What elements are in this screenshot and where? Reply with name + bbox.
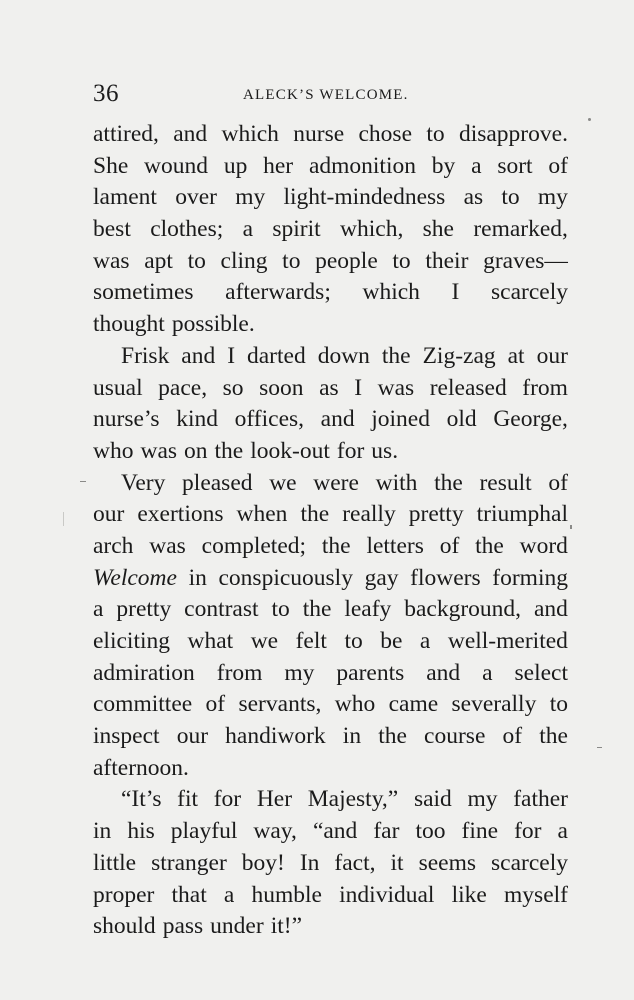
text-line: a pretty contrast to the leafy background, and	[93, 596, 568, 623]
text-line: Welcome in conspicuously gay flowers forming	[93, 564, 568, 591]
paragraph	[93, 341, 568, 468]
text-line: inspect our handiwork in the course of the	[93, 723, 568, 750]
text-line: who was on the look-out for us.	[93, 437, 399, 464]
text-line: was apt to cling to people to their graves—	[93, 247, 568, 274]
paragraph	[93, 468, 568, 785]
page-header	[93, 80, 568, 110]
scan-speck	[597, 747, 602, 748]
text-line: usual pace, so soon as I was released from	[93, 374, 568, 401]
paragraph	[93, 119, 568, 341]
page-number: 36	[93, 80, 119, 107]
paragraph	[93, 784, 568, 942]
text-line: best clothes; a spirit which, she remarked,	[93, 216, 568, 243]
text-line: little stranger boy! In fact, it seems scarcely	[93, 849, 568, 876]
text-line: Frisk and I darted down the Zig-zag at our	[121, 342, 568, 369]
text-line: Very pleased we were with the result of	[121, 469, 568, 496]
text-line: attired, and which nurse chose to disapprove.	[93, 121, 568, 147]
text-line: sometimes afterwards; which I scarcely	[93, 279, 568, 306]
text-line: admiration from my parents and a select	[93, 659, 568, 686]
text-line: She wound up her admonition by a sort of	[93, 152, 568, 179]
text-line: arch was completed; the letters of the word	[93, 532, 568, 559]
text-line: afternoon.	[93, 754, 189, 781]
scan-speck	[588, 118, 591, 121]
running-head: ALECK’S WELCOME.	[243, 87, 409, 103]
scan-speck	[63, 512, 64, 526]
text-line: thought possible.	[93, 311, 255, 338]
scan-speck	[570, 525, 572, 529]
text-line: in his playful way, “and far too fine for a	[93, 818, 568, 845]
scan-speck	[80, 481, 86, 482]
text-line: proper that a humble individual like myself	[93, 881, 568, 908]
text-line: committee of servants, who came severally to	[93, 691, 568, 718]
text-line: should pass under it!”	[93, 913, 303, 940]
text-line: eliciting what we felt to be a well-merited	[93, 628, 568, 654]
text-line: lament over my light-mindedness as to my	[93, 184, 568, 211]
text-line: nurse’s kind offices, and joined old George,	[93, 406, 568, 433]
body-text	[93, 119, 568, 943]
text-line: our exertions when the really pretty triumphal	[93, 501, 568, 528]
text-line: “It’s fit for Her Majesty,” said my father	[121, 786, 568, 813]
